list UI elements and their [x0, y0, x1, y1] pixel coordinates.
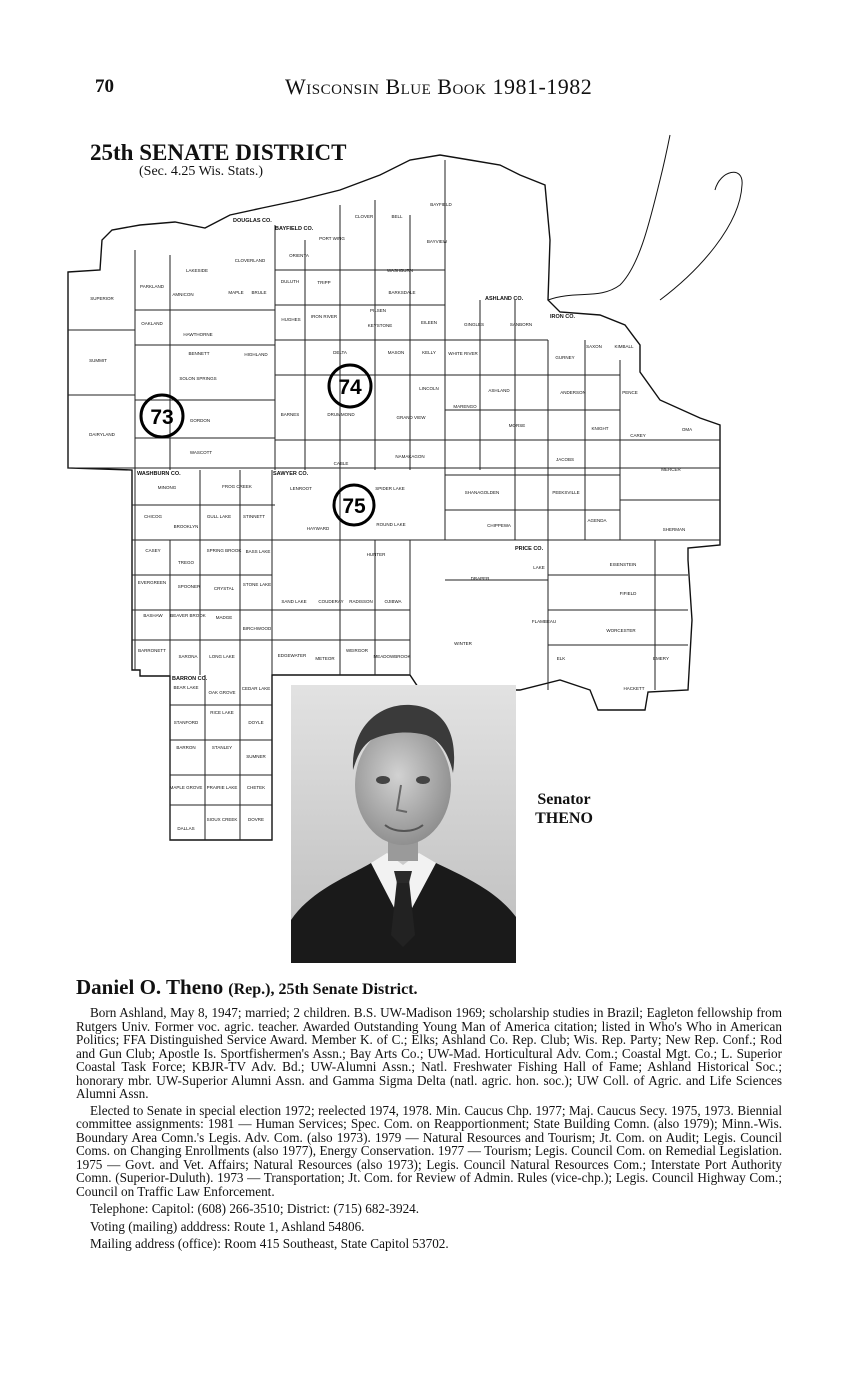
town-label: EVERGREEN	[137, 580, 167, 585]
town-label: OAK GROVE	[208, 690, 236, 695]
town-label: WHITE RIVER	[448, 351, 478, 356]
town-label: IRON RIVER	[310, 314, 338, 319]
town-label: CHIPPEWA	[487, 523, 511, 528]
town-label: CEDAR LAKE	[241, 686, 271, 691]
town-label: DRAPER	[470, 576, 490, 581]
town-label: DALLAS	[177, 826, 195, 831]
town-label: BEAR LAKE	[173, 685, 199, 690]
town-label: WASHBURN	[386, 268, 414, 273]
town-label: GURNEY	[555, 355, 575, 360]
town-label: SPRING BROOK	[206, 548, 242, 553]
senator-name: Daniel O. Theno	[76, 975, 224, 999]
town-label: STANFORD	[173, 720, 199, 725]
district-map-subtitle: (Sec. 4.25 Wis. Stats.)	[139, 164, 264, 179]
town-label: GRAND VIEW	[396, 415, 426, 420]
town-label: BARNES	[280, 412, 300, 417]
town-label: BAYFIELD	[430, 202, 452, 207]
town-label: GINGLES	[463, 322, 485, 327]
town-label: SARONA	[178, 654, 198, 659]
town-label: OMA	[681, 427, 693, 432]
town-label: PARKLAND	[140, 284, 164, 289]
town-label: OJIBWA	[384, 599, 402, 604]
portrait-caption	[526, 790, 602, 828]
town-label: BARKSDALE	[388, 290, 416, 295]
town-label: SUMMIT	[89, 358, 107, 363]
town-label: MINONG	[157, 485, 177, 490]
town-label: DOVRE	[247, 817, 265, 822]
town-label: SAND LAKE	[281, 599, 307, 604]
town-label: TRIPP	[317, 280, 331, 285]
running-head: Wisconsin Blue Book 1981-1982	[285, 74, 593, 99]
town-label: NAMAKAGON	[395, 454, 425, 459]
town-label: LAKE	[533, 565, 545, 570]
town-label: BASS LAKE	[245, 549, 271, 554]
caption-name: THENO	[535, 810, 593, 827]
town-label: AGENDA	[587, 518, 607, 523]
county-label: SAWYER CO.	[273, 471, 309, 477]
town-label: BROOKLYN	[173, 524, 199, 529]
assembly-district-73: 73	[150, 406, 174, 429]
county-label: PRICE CO.	[515, 546, 544, 552]
town-label: LAKESIDE	[185, 268, 209, 273]
town-label: LENROOT	[290, 486, 312, 491]
town-label: RADISSON	[349, 599, 373, 604]
town-label: BARRONETT	[138, 648, 166, 653]
town-label: GULL LAKE	[206, 514, 232, 519]
town-label: BEAVER BROOK	[170, 613, 206, 618]
district-name: , 25th Senate District.	[270, 981, 418, 998]
town-label: EMERY	[653, 656, 669, 661]
town-label: SPOONER	[177, 584, 201, 589]
town-label: METEOR	[315, 656, 335, 661]
town-label: CABLE	[333, 461, 349, 466]
town-label: SOLON SPRINGS	[179, 376, 217, 381]
town-label: SANBORN	[509, 322, 533, 327]
town-label: SHERMAN	[662, 527, 686, 532]
town-label: BIRCHWOOD	[242, 626, 272, 631]
town-label: BASHAW	[143, 613, 163, 618]
town-label: MADGE	[215, 615, 233, 620]
town-label: GORDON	[189, 418, 211, 423]
town-label: PRAIRIE LAKE	[206, 785, 238, 790]
town-label: SUPERIOR	[90, 296, 114, 301]
town-label: HIGHLAND	[244, 352, 268, 357]
county-label: DOUGLAS CO.	[233, 218, 272, 224]
party-affiliation: (Rep.)	[228, 981, 271, 998]
town-label: KIMBALL	[614, 344, 634, 349]
bio-paragraph-background: Born Ashland, May 8, 1947; married; 2 children. B.S. UW-Madison 1969; scholarship studies in Brazil; Eagleton fellowship from Rutgers Univ. Former voc. agric. teacher. Awarded Outstanding Young Man of America citation; listed in Who's Who in American Politics; FFA Distinguished Service Award. Member K. of C.; Elks; Ashland Co. Rep. Club; Wis. Rep. Party; New Rep. Conf.; Rod and Gun Club; Apostle Is. Sportfishermen's Assn.; Bay Arts Co.; UW-Mad. Horticultural Adv. Com.; Coastal Mgt. Co.; L. Superior Coastal Task Force; KBJR-TV Adv. Bd.; UW-Alumni Assn.; Natl. Freshwater Fishing Hall of Fame; Ashland Historical Soc.; honorary mbr. UW-Superior Alumni Assn. and Gamma Sigma Delta (natl. agric. hon. soc.); UW Coll. of Agric. and Life Sciences Alumni Assn.	[76, 1005, 782, 1101]
town-label: MASON	[387, 350, 405, 355]
town-label: EILEEN	[420, 320, 438, 325]
town-label: COUDERAY	[318, 599, 344, 604]
town-label: PORT WING	[319, 236, 345, 241]
bio-paragraph-legislative: Elected to Senate in special election 1972; reelected 1974, 1978. Min. Caucus Chp. 1977; Maj. Caucus Secy. 1975, 1973. Biennial committee assignments: 1981 — Human Services; Spec. Com. on Reapportionment; State Building Comn. (also 1979); Minn.-Wis. Boundary Area Comn.'s Legis. Adv. Com. (also 1973). 1979 — Natural Resources and Tourism; Jt. Com. on Audit; Legis. Council Coms. on Changing Enrollments (also 1977), Energy Conservation. 1977 — Tourism; Legis. Council Com. on Remedial Legislation. 1975 — Govt. and Vet. Affairs; Natural Resources (also 1973); Legis. Council Natural Resources Com.; Interstate Port Authority Comn. (Superior-Duluth). 1973 — Transportation; Jt. Com. for Review of Admin. Rules (vice-chp.); Legis. Council Highway Com.; Council on Traffic Law Enforcement.	[76, 1102, 782, 1199]
town-label: MAPLE	[228, 290, 244, 295]
town-label: SHANAGOLDEN	[464, 490, 500, 495]
senator-portrait-photo	[291, 685, 516, 963]
town-label: ASHLAND	[488, 388, 510, 393]
town-label: CLOVERLAND	[234, 258, 266, 263]
town-label: FIFIELD	[619, 591, 637, 596]
town-label: HAWTHORNE	[183, 332, 213, 337]
town-label: PEEKSVILLE	[552, 490, 580, 495]
town-label: CASEY	[145, 548, 161, 553]
town-label: OAKLAND	[141, 321, 163, 326]
town-label: HACKETT	[623, 686, 645, 691]
town-label: MARENGO	[453, 404, 477, 409]
town-label: WEIRGOR	[346, 648, 368, 653]
town-label: EISENSTEIN	[609, 562, 637, 567]
town-label: CHICOG	[144, 514, 162, 519]
town-label: WINTER	[454, 641, 472, 646]
town-label: AMNICON	[172, 292, 194, 297]
town-label: CLOVER	[354, 214, 374, 219]
town-label: WORCESTER	[606, 628, 636, 633]
town-label: WASCOTT	[189, 450, 213, 455]
town-label: RICE LAKE	[210, 710, 234, 715]
town-label: FLAMBEAU	[531, 619, 557, 624]
town-label: HAYWARD	[306, 526, 330, 531]
town-label: TREGO	[177, 560, 195, 565]
town-label: MEADOWBROOK	[373, 654, 411, 659]
town-label: PENCE	[622, 390, 638, 395]
town-label: DELTA	[333, 350, 347, 355]
town-label: FROG CREEK	[222, 484, 252, 489]
bio-heading	[76, 975, 782, 1002]
town-label: SAXON	[586, 344, 602, 349]
county-label: BAYFIELD CO.	[275, 226, 314, 232]
town-label: HUGHES	[281, 317, 301, 322]
town-label: DRUMMOND	[327, 412, 355, 417]
town-label: MERCER	[661, 467, 681, 472]
town-label: MORSE	[508, 423, 526, 428]
town-label: BRULE	[251, 290, 267, 295]
town-label: SPIDER LAKE	[375, 486, 405, 491]
assembly-district-74: 74	[338, 376, 362, 399]
town-label: MAPLE GROVE	[169, 785, 203, 790]
town-label: PILSEN	[369, 308, 387, 313]
town-label: CRYSTAL	[213, 586, 235, 591]
town-label: STINNETT	[243, 514, 265, 519]
town-label: DAIRYLAND	[89, 432, 115, 437]
county-label: ASHLAND CO.	[485, 296, 524, 302]
town-label: BELL	[391, 214, 403, 219]
town-label: ROUND LAKE	[376, 522, 406, 527]
town-label: ORIENTA	[289, 253, 309, 258]
town-label: HUNTER	[366, 552, 386, 557]
mailing-address-line: Mailing address (office): Room 415 Southeast, State Capitol 53702.	[90, 1236, 449, 1251]
town-label: LONG LAKE	[209, 654, 235, 659]
town-label: BAYVIEW	[426, 239, 448, 244]
town-label: DULUTH	[280, 279, 300, 284]
voting-address-line: Voting (mailing) adddress: Route 1, Ashland 54806.	[90, 1218, 365, 1234]
town-label: STANLEY	[211, 745, 233, 750]
page-number: 70	[95, 76, 114, 97]
district-map-title: 25th SENATE DISTRICT	[90, 140, 347, 165]
town-label: EDGEWATER	[277, 653, 307, 658]
caption-title: Senator	[537, 791, 591, 808]
town-label: LINCOLN	[419, 386, 439, 391]
town-label: KELLY	[422, 350, 436, 355]
town-label: ANDERSON	[560, 390, 586, 395]
town-label: JACOBS	[555, 457, 575, 462]
town-label: STONE LAKE	[242, 582, 272, 587]
town-label: CHETEK	[246, 785, 266, 790]
town-label: BENNETT	[188, 351, 210, 356]
town-label: BARRON	[176, 745, 196, 750]
telephone-line: Telephone: Capitol: (608) 266-3510; District: (715) 682-3924.	[90, 1201, 420, 1216]
town-label: SIOUX CREEK	[206, 817, 238, 822]
county-label: BARRON CO.	[172, 676, 208, 682]
town-label: CAREY	[630, 433, 646, 438]
town-label: KEYSTONE	[367, 323, 393, 328]
town-label: SUMNER	[246, 754, 266, 759]
assembly-district-75: 75	[342, 495, 366, 518]
county-label: WASHBURN CO.	[137, 471, 181, 477]
biography	[76, 975, 782, 1251]
county-label: IRON CO.	[550, 314, 576, 320]
town-label: DOYLE	[248, 720, 264, 725]
town-label: KNIGHT	[591, 426, 609, 431]
town-label: ELK	[556, 656, 566, 661]
